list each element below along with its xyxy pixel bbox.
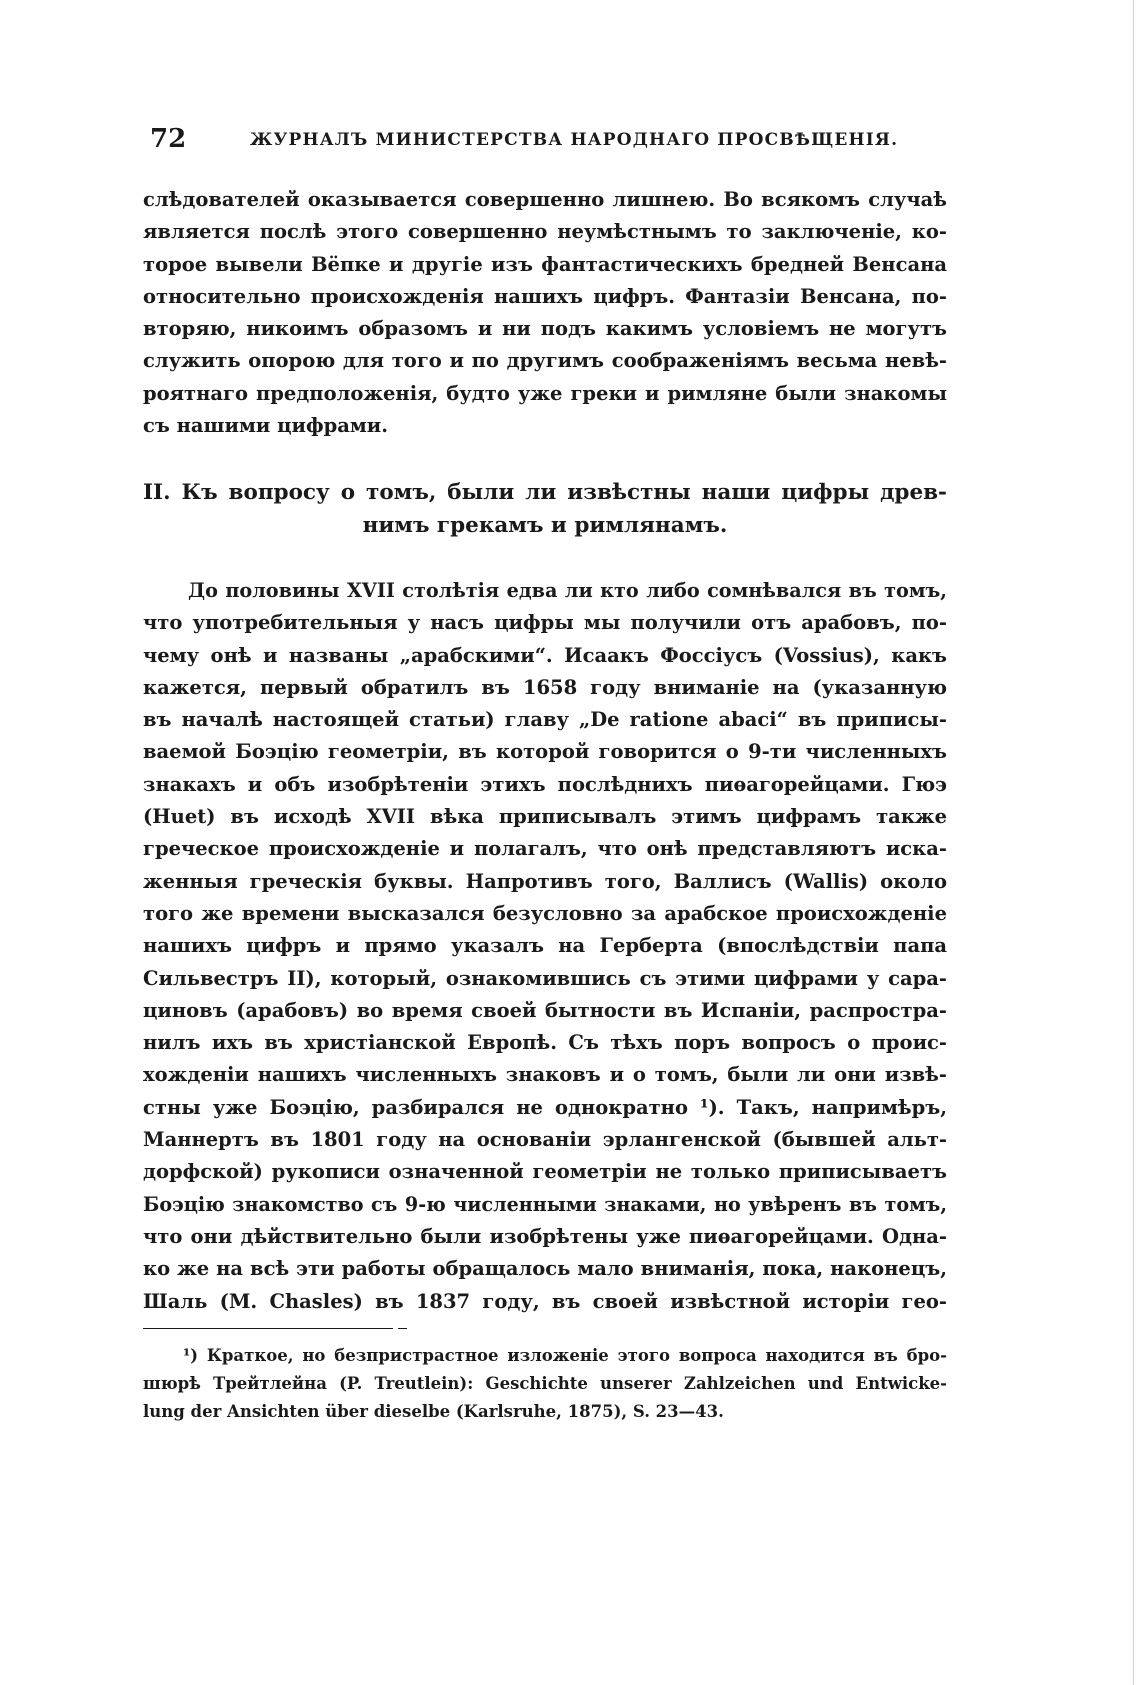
text-line: того же времени высказался безусловно за арабское происхожденіе xyxy=(143,901,947,925)
text-line: Маннертъ въ 1801 году на основаніи эрлангенской (бывшей альт- xyxy=(143,1128,947,1152)
text-line: чему онѣ и названы „арабскими“. Исаакъ Фоссіусъ (Vossius), какъ xyxy=(143,643,947,667)
text-line: нашихъ цифръ и прямо указалъ на Герберта (впослѣдствіи папа xyxy=(143,934,947,958)
footnote-line: lung der Ansichten über dieselbe (Karlsruhe, 1875), S. 23—43. xyxy=(143,1402,724,1421)
text-line: что употребительныя у насъ цифры мы получили отъ арабовъ, по- xyxy=(143,611,947,635)
section-heading-line-1: II. Къ вопросу о томъ, были ли извѣстны наши цифры древ- xyxy=(143,480,947,505)
text-line: ко же на всѣ эти работы обращалось мало вниманія, пока, наконецъ, xyxy=(143,1257,947,1281)
text-line: является послѣ этого совершенно неумѣстнымъ то заключеніе, ко- xyxy=(143,220,947,244)
footnote-line: шюрѣ Трейтлейна (P. Treutlein): Geschichte unserer Zahlzeichen und Entwicke- xyxy=(143,1374,947,1393)
text-line: циновъ (арабовъ) во время своей бытности въ Испаніи, распростра- xyxy=(143,998,947,1022)
footnote-rule xyxy=(143,1328,393,1329)
text-line: Шаль (M. Chasles) въ 1837 году, въ своей извѣстной исторіи гео- xyxy=(143,1289,947,1313)
text-line: съ нашими цифрами. xyxy=(143,414,389,438)
text-line: греческое происхожденіе и полагалъ, что онѣ представляютъ иска- xyxy=(143,837,947,861)
footnote xyxy=(143,1342,947,1426)
text-line: слѣдователей оказывается совершенно лишнею. Во всякомъ случаѣ xyxy=(143,188,947,211)
intro-paragraph xyxy=(143,184,947,442)
text-line: (Huet) въ исходѣ XVII вѣка приписывалъ этимъ цифрамъ также xyxy=(143,805,947,829)
text-line: роятнаго предположенія, будто уже греки и римляне были знакомы xyxy=(143,381,947,405)
text-line: Боэцію знакомство съ 9-ю численными знаками, но увѣренъ въ томъ, xyxy=(143,1192,947,1216)
text-line: знакахъ и объ изобрѣтеніи этихъ послѣднихъ пиѳагорейцами. Гюэ xyxy=(143,772,947,796)
text-line: относительно происхожденія нашихъ цифръ. Фантазіи Венсана, по- xyxy=(143,284,947,308)
text-line: ваемой Боэцію геометріи, въ которой говорится о 9-ти численныхъ xyxy=(143,740,947,764)
page-header xyxy=(150,124,940,164)
main-paragraph xyxy=(143,575,947,1318)
text-line: До половины XVII столѣтія едва ли кто либо сомнѣвался въ томъ, xyxy=(188,579,947,602)
text-line: въ началѣ настоящей статьи) главу „De ratione abaci“ въ приписы- xyxy=(143,708,947,732)
text-line: женныя греческія буквы. Напротивъ того, Валлисъ (Wallis) около xyxy=(143,869,947,893)
text-line: нилъ ихъ въ христіанской Европѣ. Съ тѣхъ поръ вопросъ о проис- xyxy=(143,1031,947,1055)
text-line: хожденіи нашихъ численныхъ знаковъ и о томъ, были ли они извѣ- xyxy=(143,1063,947,1087)
page-number: 72 xyxy=(150,124,187,154)
text-line: кажется, первый обратилъ въ 1658 году вниманіе на (указанную xyxy=(143,675,947,699)
section-heading-line-2: нимъ грекамъ и римлянамъ. xyxy=(362,513,728,538)
running-head: ЖУРНАЛЪ МИНИСТЕРСТВА НАРОДНАГО ПРОСВѢЩЕНІЯ. xyxy=(250,130,899,150)
footnote-line: ¹) Краткое, но безпристрастное изложеніе этого вопроса находится въ бро- xyxy=(183,1346,947,1365)
text-line: что они дѣйствительно были изобрѣтены уже пиѳагорейцами. Одна- xyxy=(143,1224,947,1248)
text-line: Сильвестръ II), который, ознакомившись съ этими цифрами у сара- xyxy=(143,966,947,990)
page-edge-line xyxy=(1133,0,1134,1685)
footnote-rule-tick xyxy=(398,1328,407,1329)
section-heading xyxy=(143,476,947,542)
text-line: служить опорою для того и по другимъ соображеніямъ весьма невѣ- xyxy=(143,349,947,373)
text-line: стны уже Боэцію, разбирался не однократно ¹). Такъ, напримѣръ, xyxy=(143,1095,947,1119)
text-line: дорфской) рукописи означенной геометріи не только приписываетъ xyxy=(143,1160,947,1184)
text-line: вторяю, никоимъ образомъ и ни подъ какимъ условіемъ не могутъ xyxy=(143,317,947,341)
text-line: торое вывели Вёпке и другіе изъ фантастическихъ бредней Венсана xyxy=(143,252,947,276)
